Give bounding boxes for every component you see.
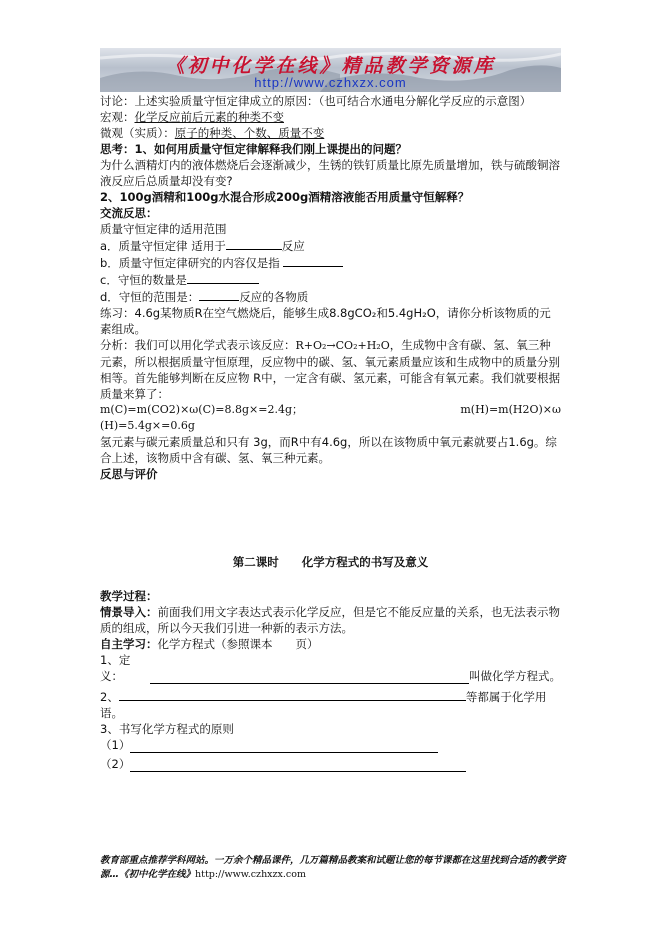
intro-text: 前面我们用文字表达式表示化学反应，但是它不能反应量的关系，也无法表示物质的组成，所以今天我们引进一种新的表示方法。 (100, 605, 560, 635)
item-a-text: a．质量守恒定律 适用于 (100, 239, 226, 253)
item-c-blank[interactable] (187, 271, 259, 284)
think-question-2: 2、100g酒精和100g水混合形成200g酒精溶液能否用质量守恒解释？ (100, 190, 470, 204)
item-a-suffix: 反应 (281, 239, 305, 253)
intro-label: 情景导入： (100, 605, 158, 619)
calc-line (100, 402, 561, 418)
rule-2-blank[interactable] (130, 759, 466, 772)
calc-carbon: m(C)=m(CO2)×ω(C)=8.8g×=2.4g； (100, 403, 304, 416)
think-question-1: 思考：1、如何用质量守恒定律解释我们刚上课提出的问题？ (100, 142, 407, 156)
analysis-text (100, 337, 561, 402)
intro-paragraph (100, 604, 561, 636)
rule-1-blank[interactable] (130, 740, 438, 753)
item2-blank[interactable] (119, 688, 466, 701)
micro-line (100, 125, 561, 141)
self-study-text: 化学方程式（参照课本 页） (157, 637, 319, 651)
rule-1-label: （1） (100, 738, 131, 752)
item-d-text: d．守恒的范围是： (100, 290, 200, 304)
lesson-title: 第二课时 化学方程式的书写及意义 (232, 555, 429, 569)
item-a (100, 237, 561, 254)
reflection-heading: 交流反思： (100, 206, 158, 220)
calc-hydrogen-end: (H)=5.4g×=0.6g (100, 419, 195, 432)
main-content (100, 93, 561, 772)
blank-space (100, 482, 561, 554)
exercise-text: 练习：4.6g某物质R在空气燃烧后，能够生成8.8gCO₂和5.4gH₂O，请你分析该物质的元素组成。 (100, 306, 551, 336)
analysis-body: ，生成物中含有碳、氢、氧三种元素，所以根据质量守恒原理，反应物中的碳、氢、氧元素质量应该和生成物中的质量分别相等。首先能够判断在反应物 R中，一定含有碳、氢元素，可能含有氧元素。我们就要根据质量来算了： (100, 338, 561, 401)
self-study-label: 自主学习： (100, 637, 158, 651)
header-banner (100, 48, 561, 92)
evaluation-heading: 反思与评价 (100, 467, 158, 481)
banner-url[interactable]: http://www.czhxzx.com (254, 75, 407, 90)
item-c (100, 271, 561, 288)
self-study-line (100, 636, 561, 652)
item2-label: 2、 (100, 690, 119, 704)
item-b-text: b．质量守恒定律研究的内容仅是指 (100, 256, 280, 270)
banner-title: 《初中化学在线》精品教学资源库 (165, 55, 496, 77)
micro-label: 微观（实质）： (100, 126, 175, 140)
item-a-blank[interactable] (226, 237, 282, 250)
analysis-intro: 分析：我们可以用化学式表示该反应： (100, 338, 296, 352)
item-b-blank[interactable] (283, 254, 343, 267)
item2-line (100, 688, 561, 721)
definition-label: 1、定义： (100, 653, 131, 683)
process-heading: 教学过程： (100, 589, 158, 603)
rule-2 (100, 756, 561, 772)
definition-suffix: 叫做化学方程式。 (469, 669, 561, 683)
macro-value: 化学反应前后元素的种类不变 (134, 110, 284, 124)
rule-1 (100, 737, 561, 753)
rule-2-label: （2） (100, 757, 131, 771)
micro-value: 原子的种类、个数、质量不变 (174, 126, 325, 140)
footer-text: 教育部重点推荐学科网站。一万余个精品课件，几万篇精品教案和试题让您的每节课都在这里找到合适的教学资源…《初中化学在线》 (100, 855, 566, 880)
item-d-suffix: 反应的各物质 (239, 290, 309, 304)
discussion-text: 讨论：上述实验质量守恒定律成立的原因：（也可结合水通电分解化学反应的示意图） (100, 94, 532, 108)
calc-hydrogen-start: m(H)=m(H2O)×ω (460, 403, 561, 416)
item-d-blank[interactable] (199, 288, 239, 301)
footer-note (100, 854, 570, 882)
definition-blank[interactable] (150, 671, 469, 684)
macro-label: 宏观： (100, 110, 135, 124)
conclusion-text: 氢元素与碳元素质量总和只有 3g，而R中有4.6g，所以在该物质中氧元素就要占1.6g。综合上述，该物质中含有碳、氢、氧三种元素。 (100, 435, 557, 465)
item-c-text: c．守恒的数量是 (100, 273, 187, 287)
item-d (100, 288, 561, 305)
macro-line (100, 109, 561, 125)
scope-title: 质量守恒定律的适用范围 (100, 222, 227, 236)
item2-suffix: 等都属于化学用语。 (100, 690, 547, 720)
definition-line (100, 652, 561, 684)
item-b (100, 254, 561, 271)
spacer (100, 570, 561, 588)
footer-url[interactable]: http://www.czhxzx.com (195, 869, 306, 880)
item3-heading: 3、书写化学方程式的原则 (100, 722, 234, 736)
think-question-1-detail: 为什么酒精灯内的液体燃烧后会逐渐减少，生锈的铁钉质量比原先质量增加，铁与硫酸铜溶液反应后总质量却没有变? (100, 158, 560, 188)
reaction-formula: R+O₂→CO₂+H₂O (295, 339, 390, 352)
